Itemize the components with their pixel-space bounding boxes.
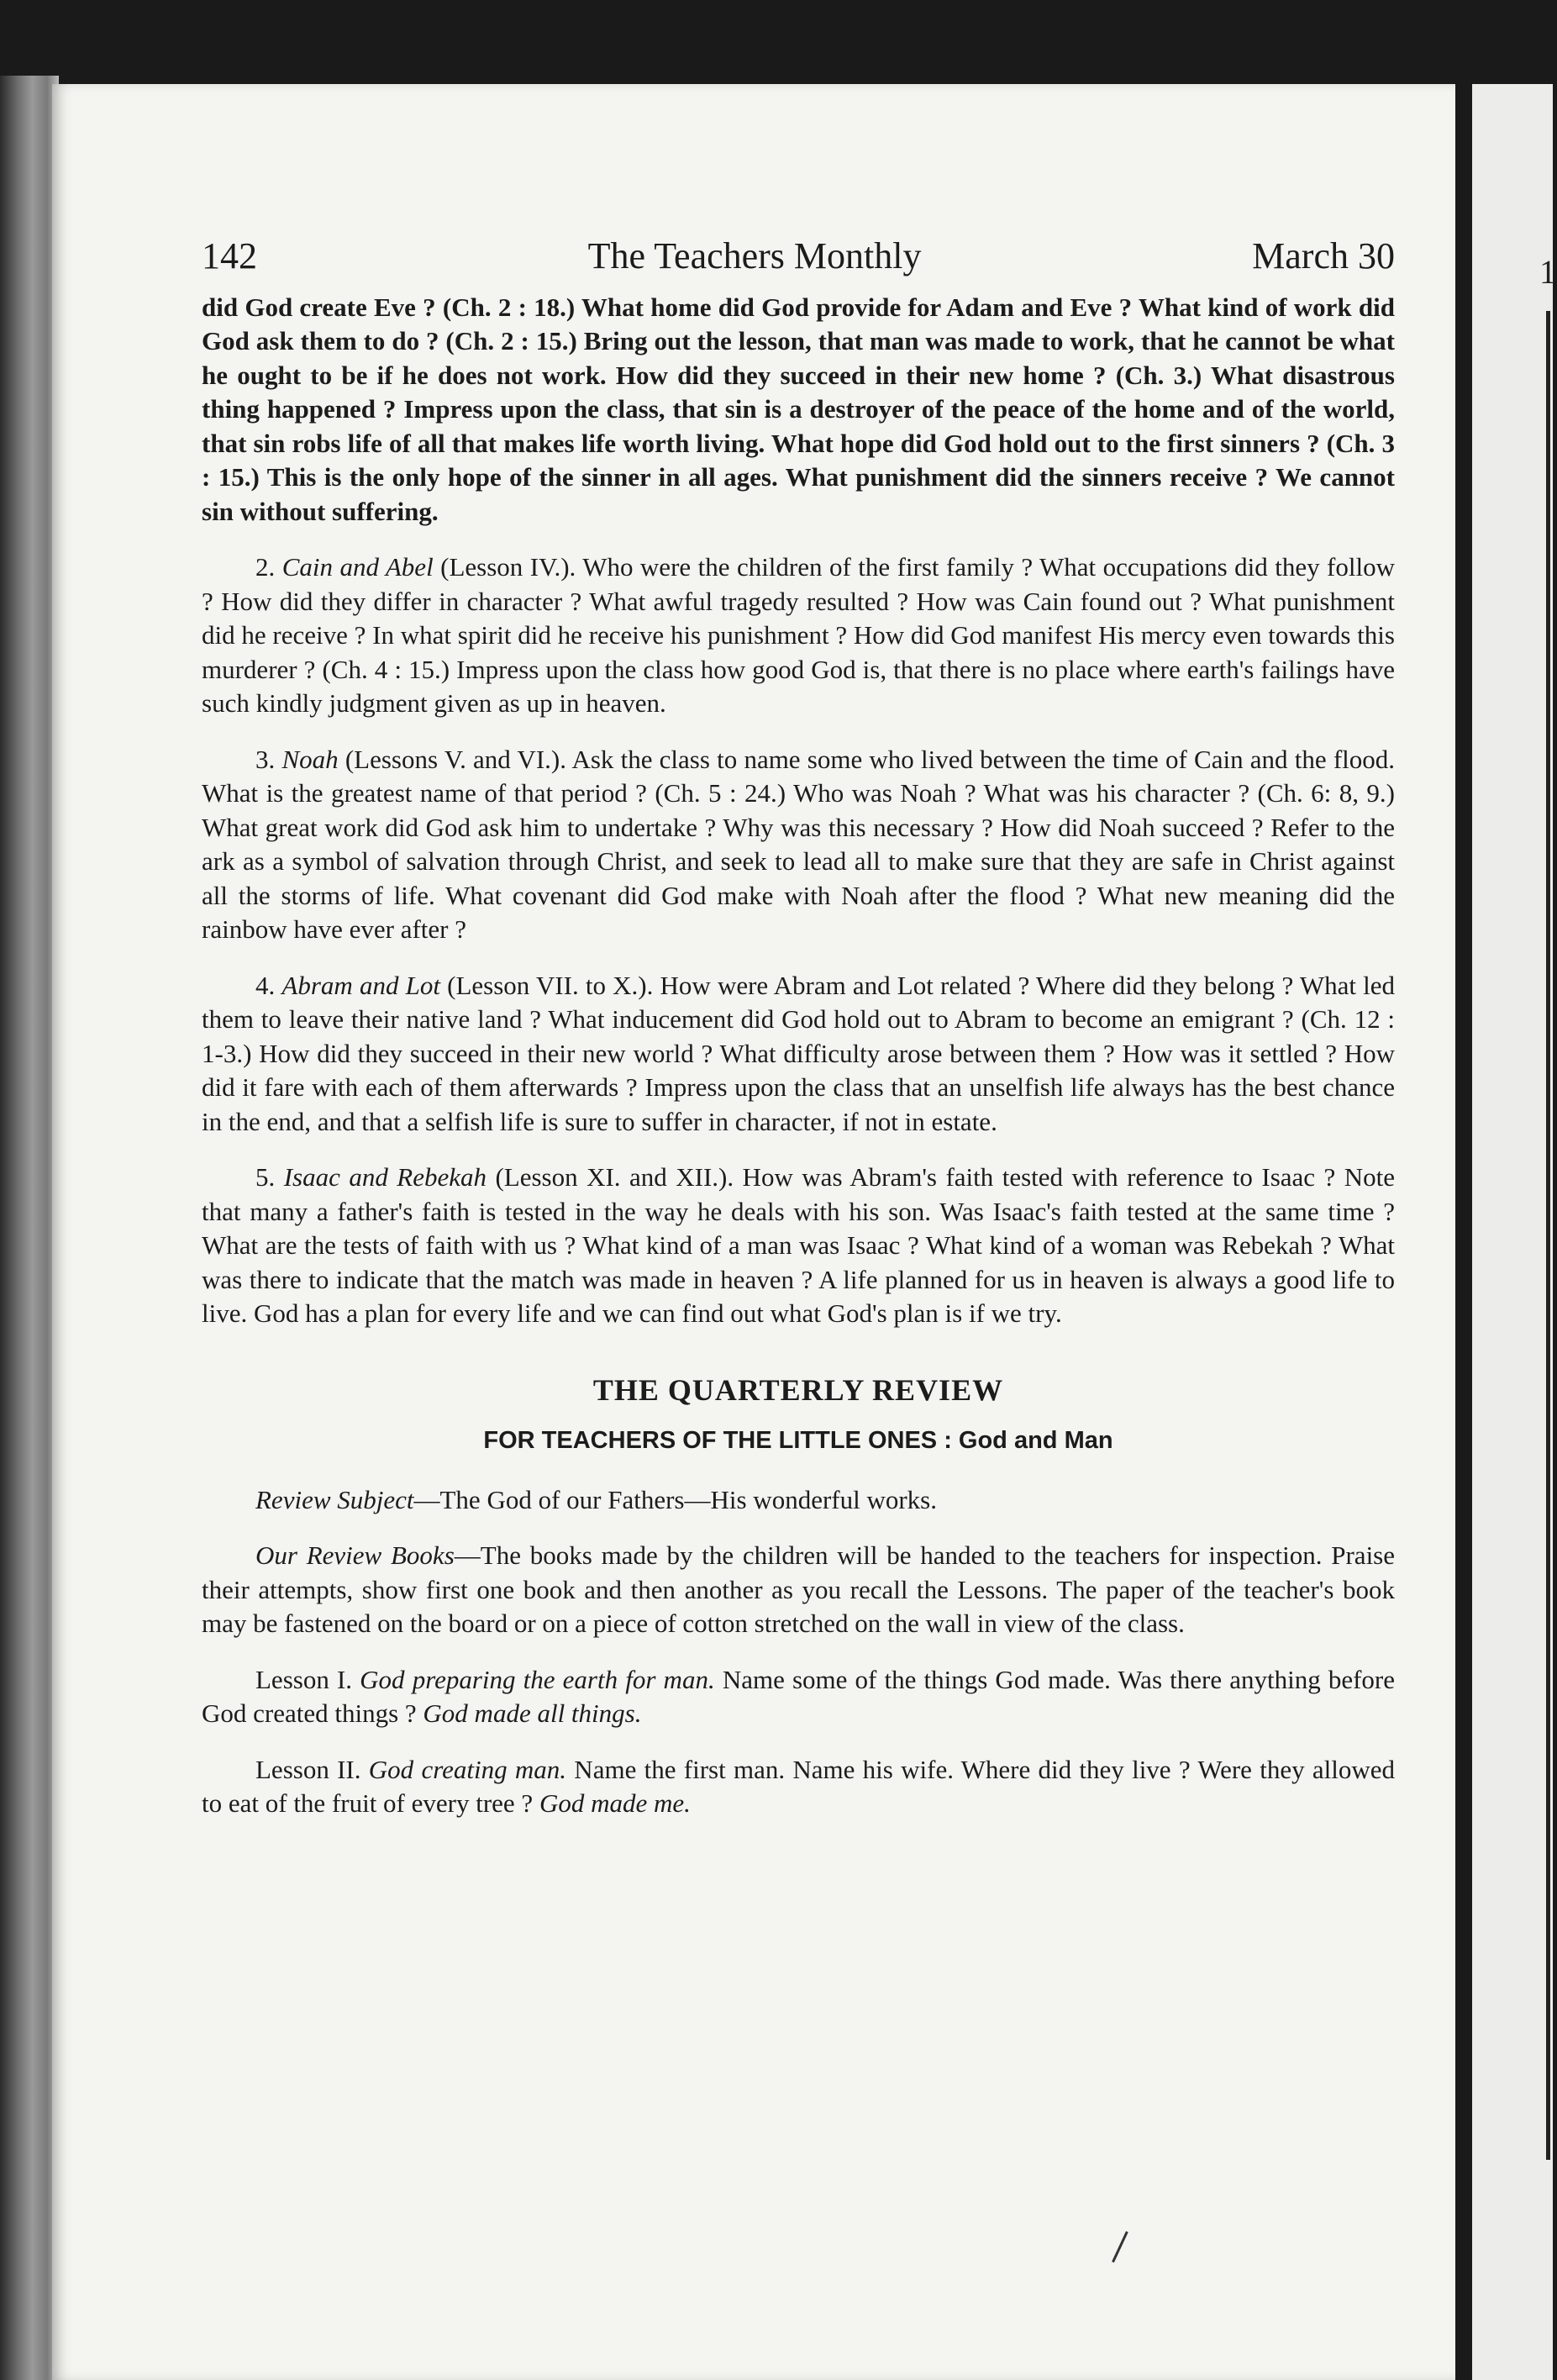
review-books [202, 1539, 1395, 1641]
item-title: Noah [281, 744, 339, 774]
lesson-title: God creating man. [368, 1754, 567, 1784]
lesson-answer: God made all things. [423, 1698, 642, 1728]
lesson-title: God preparing the earth for man. [360, 1664, 715, 1694]
paragraph-continued: did God create Eve ? (Ch. 2 : 18.) What home did God provide for Adam and Eve ? What kind of work did God ask them to do ? (Ch. 2 : 15.) Bring out the lesson, that man was made to work, that he cannot be what he ought to be if he does not work. How did they succeed in their new home ? (Ch. 3.) What disastrous thing happened ? Impress upon the class, that sin is a destroyer of the peace of the home and of the world, that sin robs life of all that makes life worth living. What hope did God hold out to the first sinners ? (Ch. 3 : 15.) This is the only hope of the sinner in all ages. What punishment did the sinners receive ? We cannot sin without suffering. [202, 292, 1395, 526]
item-title: Cain and Abel [281, 552, 434, 582]
review-subject-text: —The God of our Fathers—His wonderful works. [413, 1484, 937, 1514]
paragraph-abram-lot [202, 969, 1395, 1140]
paragraph-cain-abel [202, 550, 1395, 721]
lesson-text: Name some of the things God made. Was there anything before God created things ? [202, 1664, 1396, 1728]
review-subject-label: Review Subject [255, 1484, 414, 1514]
item-number: 2. [255, 552, 276, 582]
lesson-label: Lesson II. [255, 1754, 361, 1784]
review-books-text: —The books made by the children will be handed to the teachers for inspection. Praise their attempts, show first one book and then another as you recall the Lessons. The paper of the teacher's book may be fastened on the board or on a piece of cotton stretched on the wall in view of the class. [202, 1540, 1395, 1638]
page-content [202, 235, 1396, 1843]
item-number: 5. [255, 1162, 276, 1192]
facing-page-border [1546, 311, 1557, 2160]
lesson-answer: God made me. [539, 1788, 691, 1818]
page-number: 142 [202, 235, 257, 276]
item-title: Isaac and Rebekah [283, 1162, 487, 1192]
paragraph-isaac-rebekah [202, 1161, 1395, 1331]
section-heading: THE QUARTERLY REVIEW [592, 1372, 1004, 1407]
item-text: (Lesson XI. and XII.). How was Abram's faith tested with reference to Isaac ? Note that many a father's faith is tested in the way he deals with his son. Was Isaac's faith tested at the same time ? What are the tests of faith with us ? What kind of a man was Isaac ? What kind of a woman was Rebekah ? What was there to indicate that the match was made in heaven ? A life planned for us in heaven is always a good life to live. God has a plan for every life and we can find out what God's plan is if we try. [202, 1162, 1395, 1328]
item-text: (Lesson VII. to X.). How were Abram and Lot related ? Where did they belong ? What led them to leave their native land ? What inducement did God hold out to Abram to become an emigrant ? (Ch. 12 : 1-3.) How did they succeed in their new world ? What difficulty arose between them ? How was it settled ? How did it fare with each of them afterwards ? Impress upon the class that an unselfish life always has the best chance in the end, and that a selfish life is sure to suffer in character, if not in estate. [202, 970, 1395, 1136]
review-books-label: Our Review Books [255, 1540, 455, 1570]
item-text: (Lessons V. and VI.). Ask the class to name some who lived between the time of Cain and the flood. What is the greatest name of that period ? (Ch. 5 : 24.) Who was Noah ? What was his character ? (Ch. 6: 8, 9.) What great work did God ask him to undertake ? Why was this necessary ? How did Noah succeed ? Refer to the ark as a symbol of salvation through Christ, and seek to lead all to make sure that they are safe in Christ against all the storms of life. What covenant did God make with Noah after the flood ? What new meaning did the rainbow have ever after ? [202, 744, 1395, 944]
lesson-one [202, 1663, 1395, 1731]
item-number: 4. [255, 970, 276, 1000]
lesson-two [202, 1753, 1395, 1821]
running-title: The Teachers Monthly [587, 235, 922, 276]
section-subheading: FOR TEACHERS OF THE LITTLE ONES : God and Man [483, 1427, 1113, 1454]
page-header [202, 235, 1395, 276]
item-text: (Lesson IV.). Who were the children of the first family ? What occupations did they follow ? How did they differ in character ? What awful tragedy resulted ? How was Cain found out ? What punishment did he receive ? In what spirit did he receive his punishment ? How did God manifest His mercy even towards this murderer ? (Ch. 4 : 15.) Impress upon the class how good God is, that there is no place where earth's failings have such kindly judgment given as up in heaven. [202, 552, 1395, 718]
facing-page-fragment: 1 [1539, 253, 1556, 291]
item-number: 3. [255, 744, 276, 774]
paragraph-noah [202, 743, 1395, 947]
lesson-label: Lesson I. [255, 1664, 353, 1694]
facing-page-edge [1472, 84, 1556, 2380]
issue-date: March 30 [1252, 235, 1395, 276]
lesson-text: Name the first man. Name his wife. Where did they live ? Were they allowed to eat of the fruit of every tree ? [202, 1754, 1395, 1818]
item-title: Abram and Lot [281, 970, 440, 1000]
review-subject [202, 1483, 1395, 1518]
book-binding [0, 76, 59, 2380]
